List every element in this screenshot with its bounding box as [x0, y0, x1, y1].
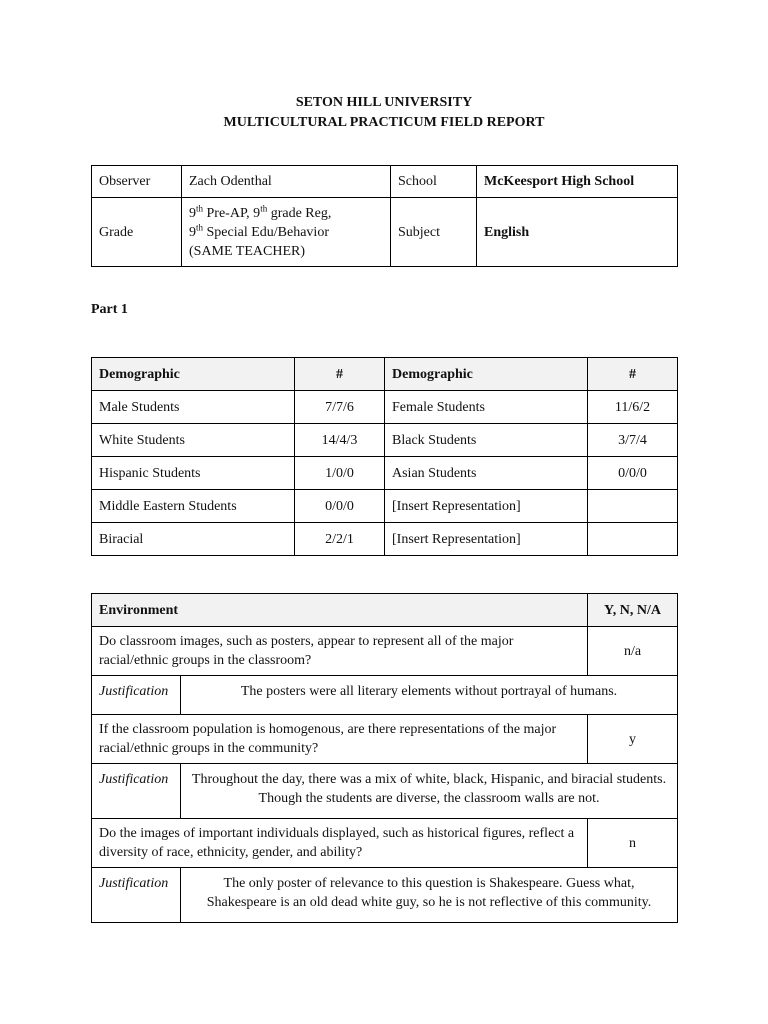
- answer-cell: n/a: [588, 627, 678, 676]
- count-cell: 14/4/3: [295, 424, 385, 457]
- count-cell: [588, 523, 678, 556]
- table-row: [92, 391, 678, 424]
- justification-text: The only poster of relevance to this question is Shakespeare. Guess what, Shakespeare is an old dead white guy, so he is not reflective of this community.: [181, 868, 678, 923]
- demographic-cell: [Insert Representation]: [385, 523, 588, 556]
- part-heading: Part 1: [91, 302, 128, 317]
- observer-info-table: [91, 165, 678, 267]
- grade-line-1: 9th Pre-AP, 9th grade Reg,: [189, 202, 332, 221]
- count-cell: 0/0/0: [588, 457, 678, 490]
- environment-table: [91, 593, 678, 923]
- table-row: [92, 457, 678, 490]
- subject-value: English: [477, 198, 678, 267]
- demographic-cell: Male Students: [92, 391, 295, 424]
- question-row: [92, 819, 678, 868]
- justification-label: Justification: [92, 676, 181, 715]
- demographic-cell: Asian Students: [385, 457, 588, 490]
- justification-row: [92, 676, 678, 715]
- observer-value: Zach Odenthal: [182, 166, 391, 198]
- demographic-cell: Black Students: [385, 424, 588, 457]
- count-cell: 1/0/0: [295, 457, 385, 490]
- document-title: [0, 93, 768, 133]
- demographic-cell: Biracial: [92, 523, 295, 556]
- question-text: Do the images of important individuals displayed, such as historical figures, reflect a diversity of race, ethnicity, gender, and ability?: [92, 819, 588, 868]
- school-value: McKeesport High School: [477, 166, 678, 198]
- demographic-cell: Middle Eastern Students: [92, 490, 295, 523]
- answer-cell: y: [588, 715, 678, 764]
- justification-row: [92, 868, 678, 923]
- count-cell: [588, 490, 678, 523]
- question-text: Do classroom images, such as posters, appear to represent all of the major racial/ethnic groups in the classroom?: [92, 627, 588, 676]
- header-count: #: [295, 358, 385, 391]
- school-label: School: [391, 166, 477, 198]
- justification-label: Justification: [92, 764, 181, 819]
- header-demographic: Demographic: [385, 358, 588, 391]
- table-row: [92, 424, 678, 457]
- count-cell: 3/7/4: [588, 424, 678, 457]
- university-name: SETON HILL UNIVERSITY: [295, 95, 473, 110]
- subject-label: Subject: [391, 198, 477, 267]
- count-cell: 0/0/0: [295, 490, 385, 523]
- grade-label: Grade: [92, 198, 182, 267]
- question-text: If the classroom population is homogenous, are there representations of the major racial/ethnic groups in the community?: [92, 715, 588, 764]
- grade-line-3: (SAME TEACHER): [189, 243, 306, 259]
- header-demographic: Demographic: [92, 358, 295, 391]
- demographic-cell: White Students: [92, 424, 295, 457]
- demographics-table: [91, 357, 678, 556]
- count-cell: 2/2/1: [295, 523, 385, 556]
- question-row: [92, 627, 678, 676]
- grade-value: [182, 198, 391, 267]
- report-title: MULTICULTURAL PRACTICUM FIELD REPORT: [223, 115, 545, 130]
- table-row: [92, 490, 678, 523]
- count-cell: 7/7/6: [295, 391, 385, 424]
- demographic-cell: [Insert Representation]: [385, 490, 588, 523]
- observer-label: Observer: [92, 166, 182, 198]
- question-row: [92, 715, 678, 764]
- justification-text: Throughout the day, there was a mix of white, black, Hispanic, and biracial students. Though the students are diverse, the classroom walls are not.: [181, 764, 678, 819]
- answer-cell: n: [588, 819, 678, 868]
- header-environment: Environment: [92, 594, 588, 627]
- demographic-cell: Female Students: [385, 391, 588, 424]
- demographic-cell: Hispanic Students: [92, 457, 295, 490]
- count-cell: 11/6/2: [588, 391, 678, 424]
- justification-text: The posters were all literary elements without portrayal of humans.: [181, 676, 678, 715]
- grade-line-2: 9th Special Edu/Behavior: [189, 221, 329, 240]
- table-row: [92, 523, 678, 556]
- justification-row: [92, 764, 678, 819]
- header-count: #: [588, 358, 678, 391]
- justification-label: Justification: [92, 868, 181, 923]
- header-answer: Y, N, N/A: [588, 594, 678, 627]
